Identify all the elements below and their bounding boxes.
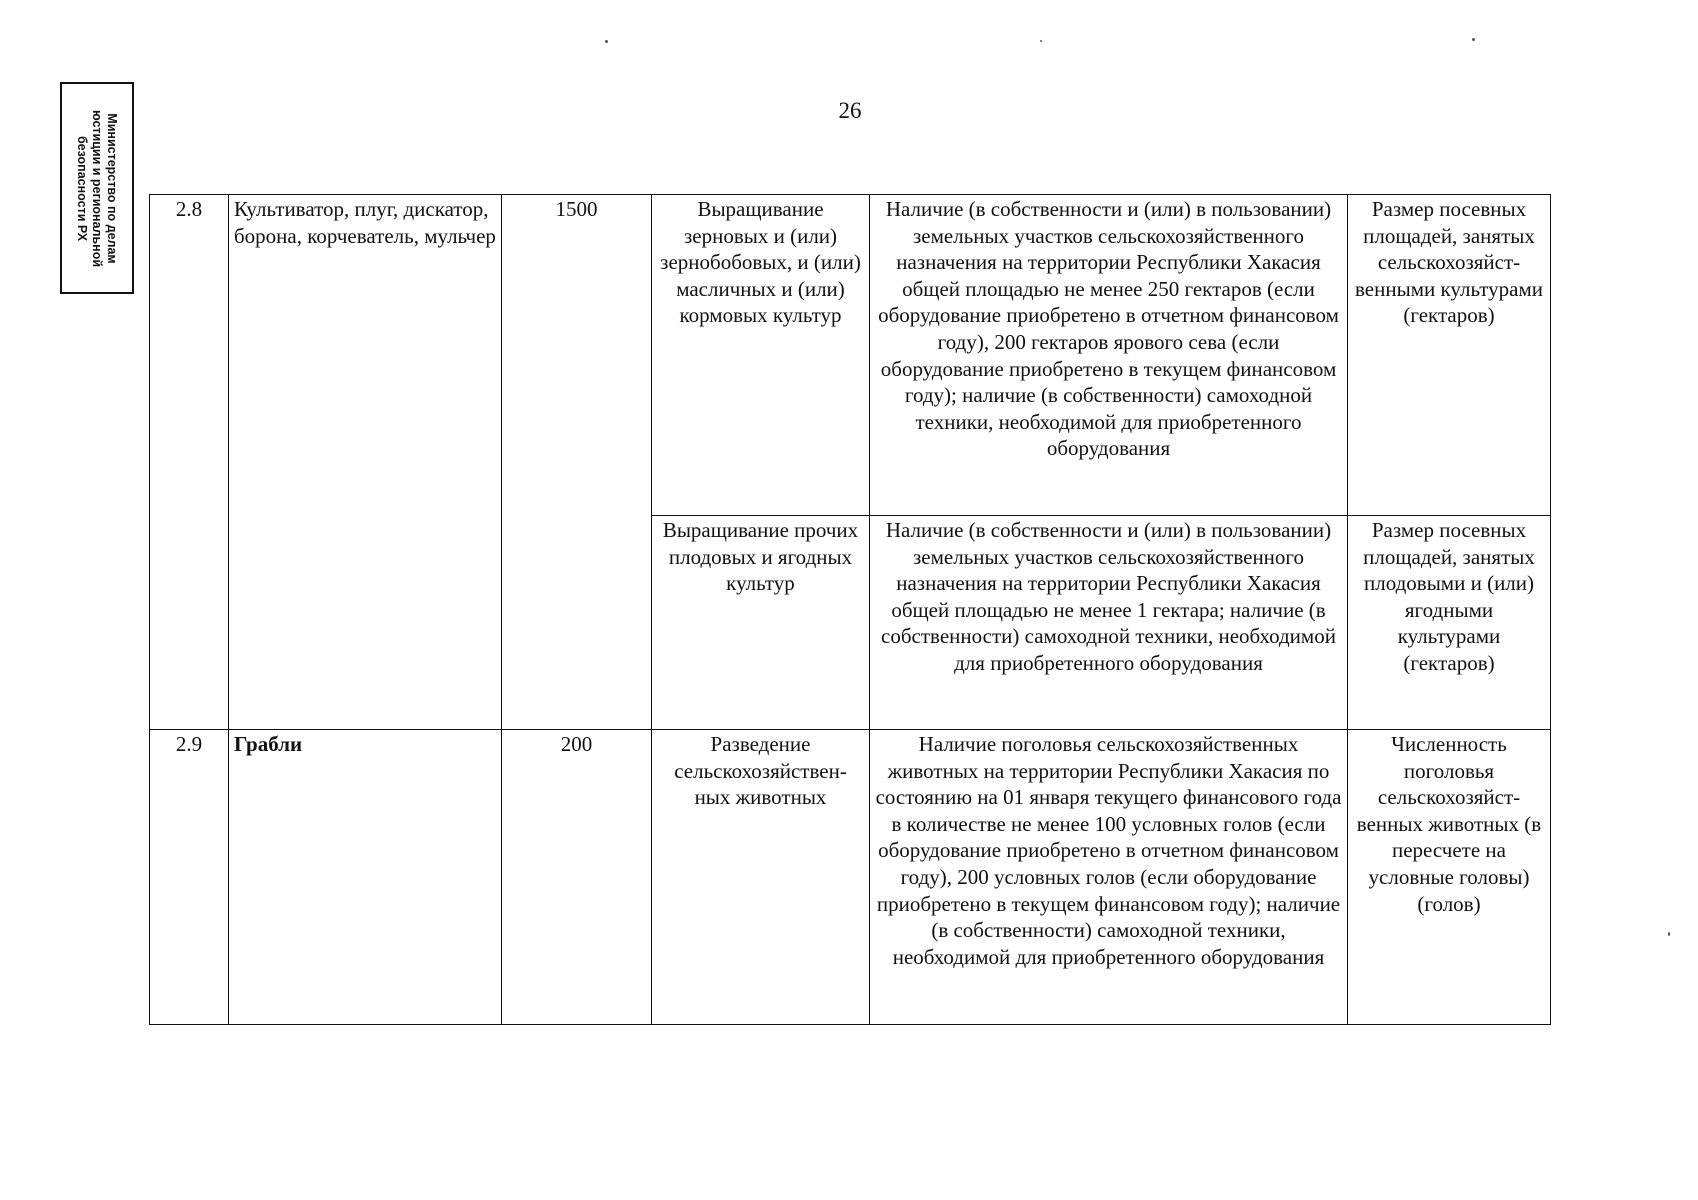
scan-speck bbox=[1040, 40, 1042, 42]
indicator-cell: Размер посевных площадей, занятых сельскохозяйст-венными культурами (гектаров) bbox=[1348, 195, 1551, 516]
equipment-table bbox=[149, 194, 1551, 1025]
table-row bbox=[150, 195, 1551, 516]
page-number: 26 bbox=[838, 98, 862, 123]
scan-speck bbox=[1472, 38, 1475, 41]
stamp-line: безопасности РХ bbox=[75, 135, 90, 241]
activity-cell: Разведение сельскохозяйствен-ных животных bbox=[652, 730, 870, 1025]
equipment-price: 1500 bbox=[502, 195, 652, 730]
stamp-line: Министерство по делам bbox=[105, 112, 120, 264]
condition-cell: Наличие (в собственности и (или) в пользовании) земельных участков сельскохозяйственного назначения на территории Республики Хакасия общей площадью не менее 250 гектаров (если оборудование приобретено в отчетном финансовом году), 200 гектаров ярового сева (если оборудование приобретено в текущем финансовом году); наличие (в собственности) самоходной техники, необходимой для приобретенного оборудования bbox=[870, 195, 1348, 516]
table-row bbox=[150, 730, 1551, 1025]
equipment-name: Культиватор, плуг, дискатор, борона, корчеватель, мульчер bbox=[229, 195, 502, 730]
equipment-price: 200 bbox=[502, 730, 652, 1025]
stamp-line: юстиции и региональной bbox=[90, 109, 105, 267]
scan-speck bbox=[605, 40, 608, 43]
item-number: 2.9 bbox=[150, 730, 229, 1025]
indicator-cell: Численность поголовья сельскохозяйст-венных животных (в пересчете на условные головы) (голов) bbox=[1348, 730, 1551, 1025]
item-number: 2.8 bbox=[150, 195, 229, 730]
scan-speck bbox=[1668, 932, 1670, 936]
condition-cell: Наличие поголовья сельскохозяйственных животных на территории Республики Хакасия по состоянию на 01 января текущего финансового года в количестве не менее 100 условных голов (если оборудование приобретено в отчетном финансовом году), 200 условных голов (если оборудование приобретено в текущем финансовом году); наличие (в собственности) самоходной техники, необходимой для приобретенного оборудования bbox=[870, 730, 1348, 1025]
registration-stamp bbox=[60, 82, 134, 294]
condition-cell: Наличие (в собственности и (или) в пользовании) земельных участков сельскохозяйственного назначения на территории Республики Хакасия общей площадью не менее 1 гектара; наличие (в собственности) самоходной техники, необходимой для приобретенного оборудования bbox=[870, 516, 1348, 730]
indicator-cell: Размер посевных площадей, занятых плодовыми и (или) ягодными культурами (гектаров) bbox=[1348, 516, 1551, 730]
equipment-name: Грабли bbox=[229, 730, 502, 1025]
activity-cell: Выращивание прочих плодовых и ягодных культур bbox=[652, 516, 870, 730]
activity-cell: Выращивание зерновых и (или) зернобобовых, и (или) масличных и (или) кормовых культур bbox=[652, 195, 870, 516]
